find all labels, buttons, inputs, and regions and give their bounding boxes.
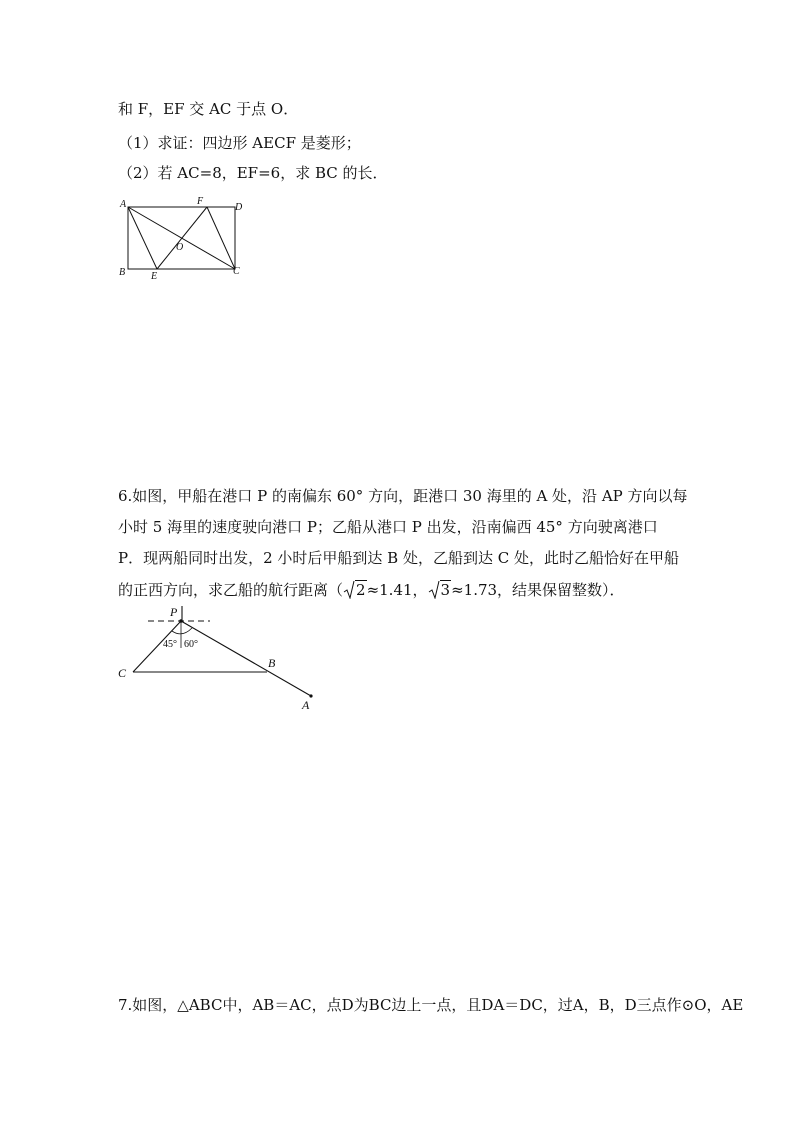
angle-60-label: 60° [184,639,198,650]
approx-1: ≈1.41， [366,581,428,599]
angle-arc [172,628,192,634]
rectangle-figure [115,195,255,285]
sqrt-3: 3 [428,580,452,600]
label-c: C [118,666,127,680]
q5-part-2: （2）若 AC=8，EF=6，求 BC 的长． [118,164,388,182]
segment-ef [157,207,207,269]
point-a [309,694,312,697]
q5-part-1: （1）求证：四边形 AECF 是菱形； [118,134,361,152]
q6-line4-prefix: 的正西方向，求乙船的航行距离（ [118,581,344,599]
label-a: A [302,698,310,712]
sqrt-2: 2 [343,580,367,600]
label-o: O [176,242,184,253]
q6-text-line-2: 小时 5 海里的速度驶向港口 P；乙船从港口 P 出发，沿南偏西 45° 方向驶离港口 [118,518,658,536]
point-p [179,619,183,623]
q7-text-line-1: 7.如图，△ABC中，AB＝AC，点D为BC边上一点，且DA＝DC，过A，B，D三点作⊙O，AE [118,996,744,1014]
q6-text-line-3: P．现两船同时出发，2 小时后甲船到达 B 处，乙船到达 C 处，此时乙船恰好在甲船 [118,549,679,567]
label-b: B [119,267,126,278]
q6-text-line-1: 6.如图，甲船在港口 P 的南偏东 60° 方向，距港口 30 海里的 A 处，沿 AP 方向以每 [118,487,688,505]
label-a: A [120,199,127,210]
q6-text-line-4 [118,580,625,600]
segment-pa [181,621,311,696]
ship-figure [112,600,322,712]
label-b: B [268,656,276,670]
label-p: P [170,605,178,619]
approx-2: ≈1.73，结果保留整数）． [451,581,625,599]
q5-text-line-1: 和 F，EF 交 AC 于点 O． [118,100,299,118]
segment-fc [207,207,235,269]
label-e: E [151,271,158,282]
label-d: D [235,202,243,213]
label-f: F [197,196,204,207]
angle-45-label: 45° [163,639,177,650]
segment-ae [128,207,157,269]
label-c: C [233,266,240,277]
